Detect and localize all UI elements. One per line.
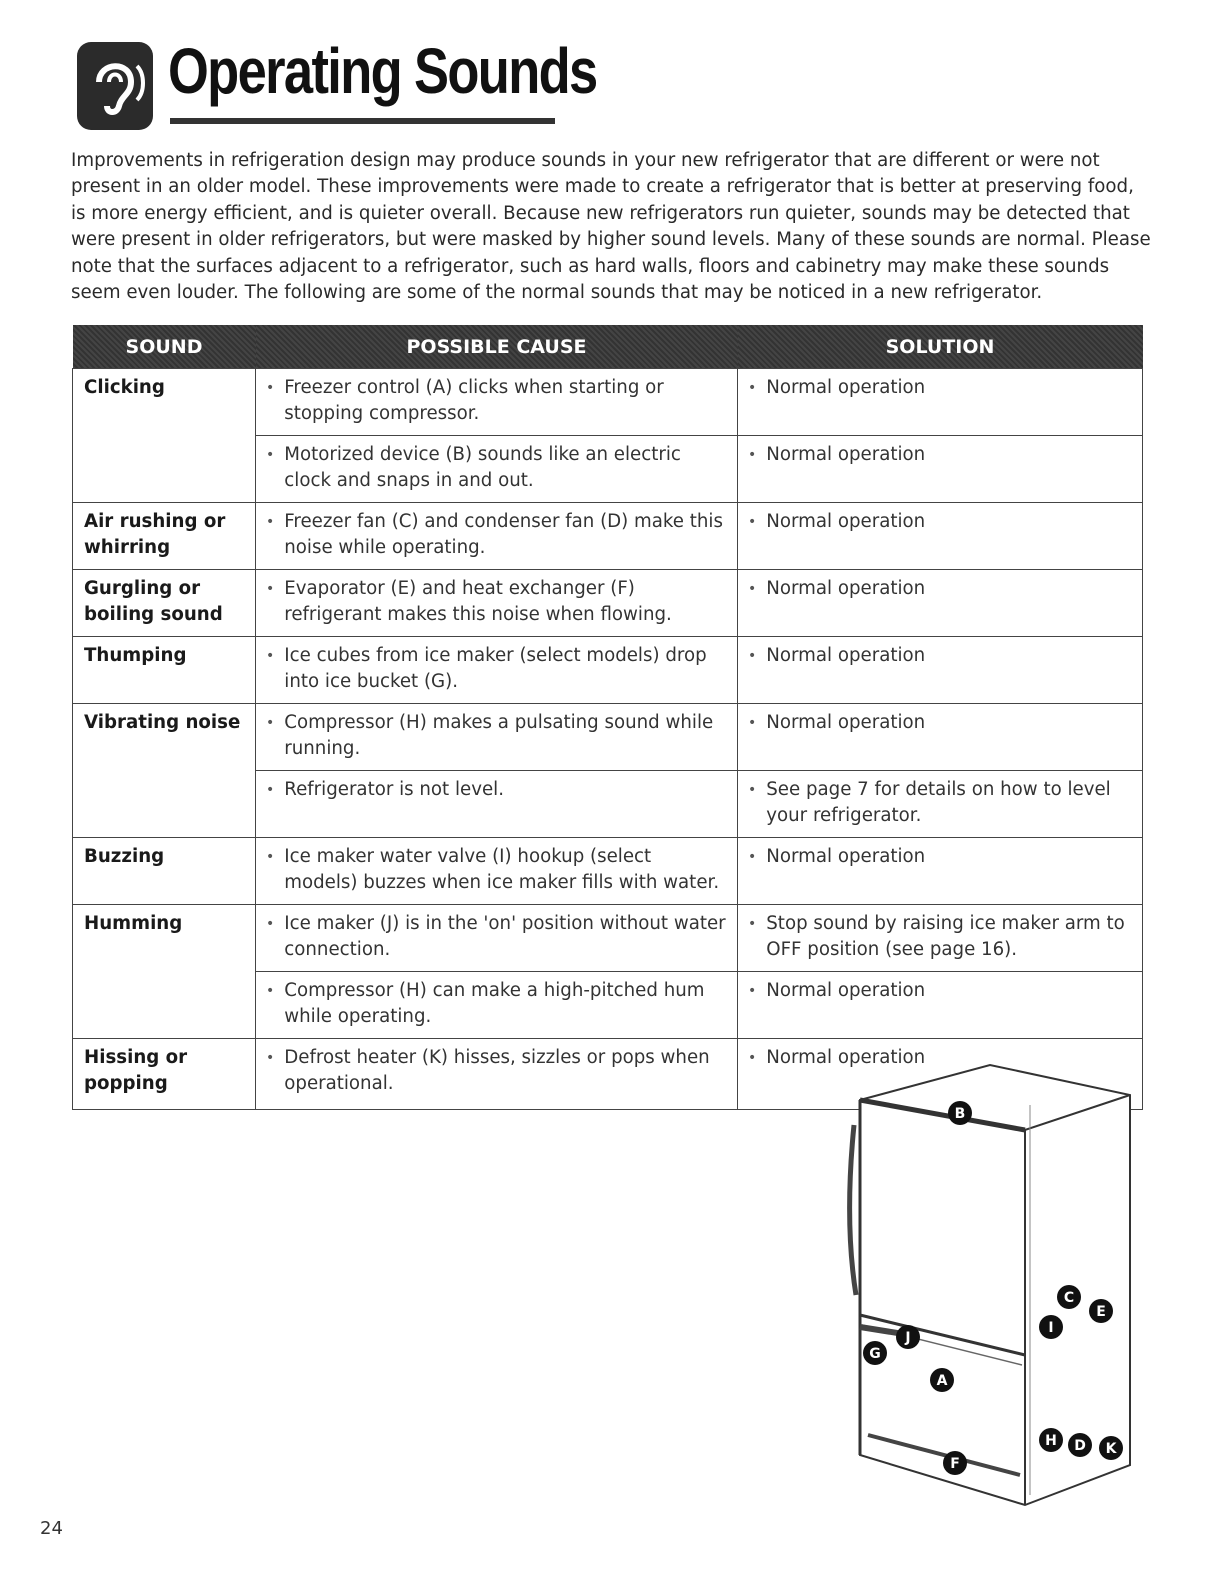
cause-cell: • Compressor (H) makes a pulsating sound while running. — [256, 704, 738, 771]
refrigerator-diagram — [840, 1055, 1140, 1515]
svg-text:K: K — [1105, 1441, 1117, 1457]
label-i — [1039, 1315, 1063, 1339]
svg-text:J: J — [905, 1330, 911, 1346]
sound-name: Gurgling or boiling sound — [73, 570, 256, 637]
cause-cell: • Compressor (H) can make a high-pitched hum while operating. — [256, 972, 738, 1039]
svg-text:A: A — [936, 1373, 948, 1389]
sound-name: Vibrating noise — [73, 704, 256, 838]
cause-cell: • Evaporator (E) and heat exchanger (F) refrigerant makes this noise when flowing. — [256, 570, 738, 637]
svg-text:F: F — [950, 1456, 960, 1472]
svg-text:H: H — [1045, 1433, 1057, 1449]
label-b — [948, 1101, 972, 1125]
sound-name: Clicking — [73, 369, 256, 503]
table-header-row — [73, 325, 1143, 369]
table-row — [73, 838, 1143, 905]
cause-cell: • Ice maker water valve (I) hookup (select models) buzzes when ice maker fills with water. — [256, 838, 738, 905]
label-f — [943, 1451, 967, 1475]
sound-name: Hissing or popping — [73, 1039, 256, 1110]
label-c — [1057, 1285, 1081, 1309]
solution-cell: • Normal operation — [738, 637, 1143, 704]
header-solution: SOLUTION — [738, 325, 1143, 369]
label-k — [1099, 1436, 1123, 1460]
label-a — [930, 1368, 954, 1392]
sound-ear-icon — [77, 42, 153, 130]
page-number: 24 — [40, 1518, 63, 1539]
header-sound: SOUND — [73, 325, 256, 369]
cause-cell: • Refrigerator is not level. — [256, 771, 738, 838]
solution-cell: • See page 7 for details on how to level your refrigerator. — [738, 771, 1143, 838]
title-underline — [170, 118, 555, 124]
svg-text:G: G — [869, 1346, 881, 1362]
solution-cell: • Stop sound by raising ice maker arm to OFF position (see page 16). — [738, 905, 1143, 972]
cause-cell: • Ice maker (J) is in the 'on' position without water connection. — [256, 905, 738, 972]
sound-name: Air rushing or whirring — [73, 503, 256, 570]
cause-cell: • Freezer fan (C) and condenser fan (D) make this noise while operating. — [256, 503, 738, 570]
svg-text:D: D — [1074, 1438, 1086, 1454]
label-j — [896, 1325, 920, 1349]
table-row — [73, 369, 1143, 436]
cause-cell: • Motorized device (B) sounds like an electric clock and snaps in and out. — [256, 436, 738, 503]
svg-text:I: I — [1048, 1320, 1054, 1336]
label-g — [863, 1341, 887, 1365]
solution-cell: • Normal operation — [738, 436, 1143, 503]
table-row — [73, 637, 1143, 704]
solution-cell: • Normal operation — [738, 972, 1143, 1039]
sound-name: Humming — [73, 905, 256, 1039]
svg-text:C: C — [1063, 1290, 1075, 1306]
page-title: Operating Sounds — [168, 35, 597, 107]
cause-cell: • Defrost heater (K) hisses, sizzles or pops when operational. — [256, 1039, 738, 1110]
solution-cell: • Normal operation — [738, 369, 1143, 436]
table-row — [73, 503, 1143, 570]
svg-text:B: B — [954, 1106, 966, 1122]
solution-cell: • Normal operation — [738, 704, 1143, 771]
intro-paragraph: Improvements in refrigeration design may produce sounds in your new refrigerator that are different or were not present in an older model. These improvements were made to create a refrigerator that is better at preserving food, is more energy efficient, and is quieter overall. Because new refrigerators run quieter, sounds may be detected that were present in older refrigerators, but were masked by higher sound levels. Many of these sounds are normal. Please note that the surfaces adjacent to a refrigerator, such as hard walls, floors and cabinetry may make these sounds seem even louder. The following are some of the normal sounds that may be noticed in a new refrigerator. — [71, 150, 1151, 304]
svg-text:E: E — [1096, 1304, 1106, 1320]
solution-cell: • Normal operation — [738, 570, 1143, 637]
sound-name: Thumping — [73, 637, 256, 704]
header-possible-cause: POSSIBLE CAUSE — [256, 325, 738, 369]
solution-cell: • Normal operation — [738, 1039, 1143, 1110]
table-row — [73, 570, 1143, 637]
table-row — [73, 905, 1143, 972]
sounds-table — [72, 325, 1143, 1110]
label-d — [1068, 1433, 1092, 1457]
cause-cell: • Ice cubes from ice maker (select models) drop into ice bucket (G). — [256, 637, 738, 704]
label-e — [1089, 1299, 1113, 1323]
cause-cell: • Freezer control (A) clicks when starting or stopping compressor. — [256, 369, 738, 436]
label-h — [1039, 1428, 1063, 1452]
solution-cell: • Normal operation — [738, 503, 1143, 570]
sound-name: Buzzing — [73, 838, 256, 905]
table-row — [73, 704, 1143, 771]
solution-cell: • Normal operation — [738, 838, 1143, 905]
